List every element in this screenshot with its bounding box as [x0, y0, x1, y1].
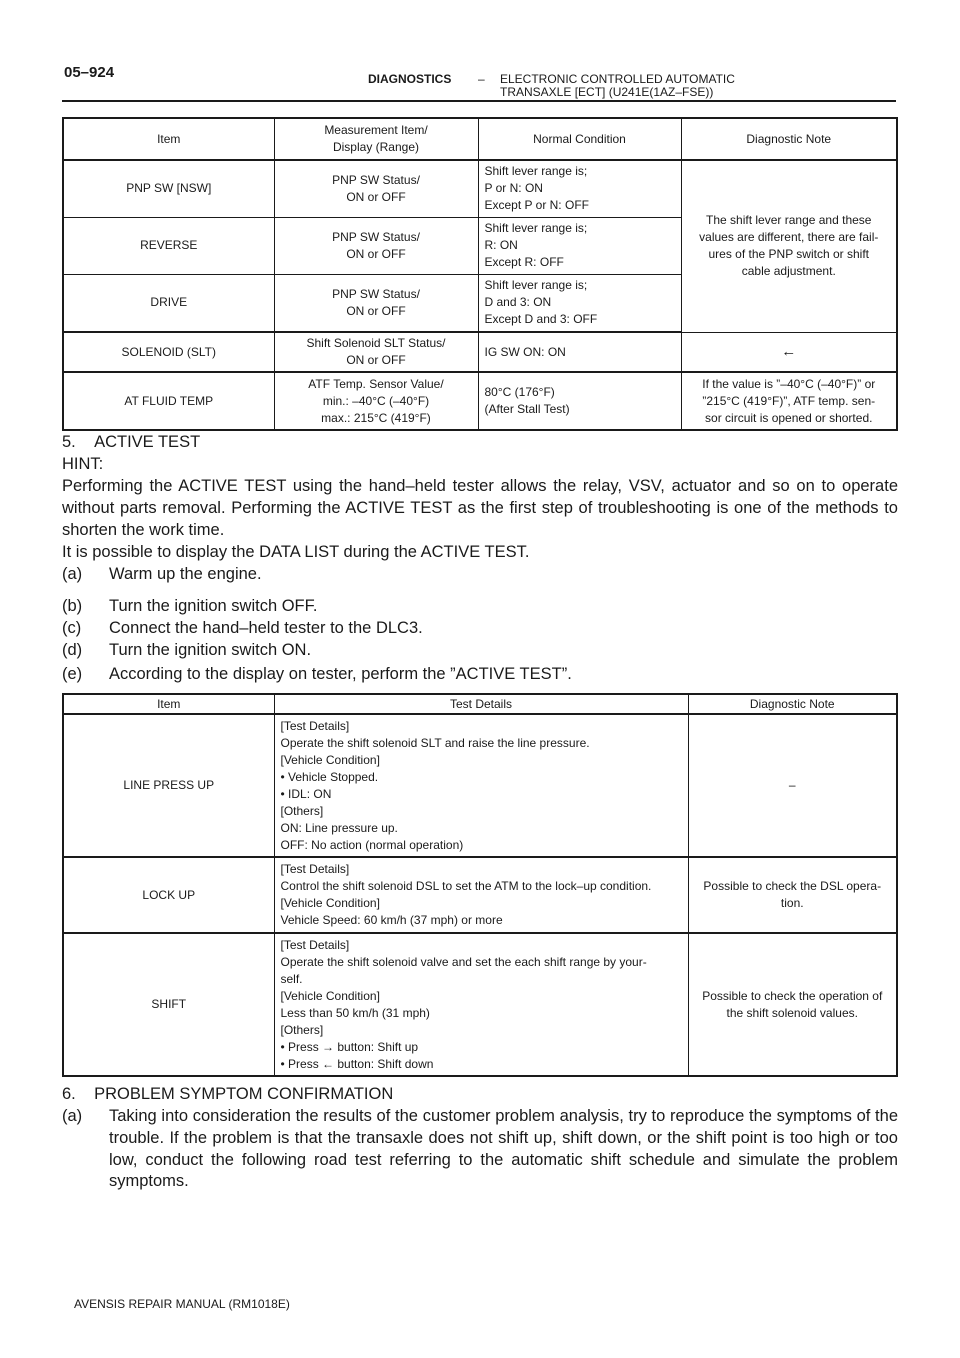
step-label: (e): [62, 665, 83, 683]
step-text: Turn the ignition switch OFF.: [109, 597, 318, 615]
cell-details: [Test Details] Control the shift solenoid DSL to set the ATM to the lock–up condition. [Vehicle Condition] Vehicle Speed: 60 km/h (37 mph) or more: [274, 857, 688, 933]
cell-item: LINE PRESS UP: [63, 714, 274, 857]
header-normal-condition: Normal Condition: [478, 118, 681, 160]
section5-hint: HINT:: [62, 455, 104, 473]
cell-pnp-note: The shift lever range and these values are different, there are fail- ures of the PNP switch or shift cable adjustment.: [681, 160, 897, 332]
cell-note: If the value is ”–40°C (–40°F)” or ”215°C (419°F)”, ATF temp. sen- sor circuit is opened or shorted.: [681, 372, 897, 430]
cell-item: SHIFT: [63, 933, 274, 1076]
cell-normal: Shift lever range is; R: ON Except R: OFF: [478, 217, 681, 274]
section5-title: 5. ACTIVE TEST: [62, 433, 201, 451]
step-d: [62, 640, 311, 662]
cell-note-arrow: ←: [681, 332, 897, 372]
section5-paragraph1: Performing the ACTIVE TEST using the hand–held tester allows the relay, VSV, actuator and so on to operate without parts removal. Performing the ACTIVE TEST as the first step of troubleshooting is one of the methods to shorten the work time.: [62, 477, 898, 539]
cell-measurement: PNP SW Status/ ON or OFF: [274, 274, 478, 332]
header-rule: [62, 100, 896, 102]
step-label: (b): [62, 597, 83, 615]
cell-item: LOCK UP: [63, 857, 274, 933]
header-diagnostic-note: Diagnostic Note: [681, 118, 897, 160]
table-row: [63, 372, 897, 430]
table-row: [63, 933, 897, 1076]
table-row: [63, 857, 897, 933]
page-number: 05–924: [64, 64, 115, 81]
cell-measurement: PNP SW Status/ ON or OFF: [274, 217, 478, 274]
cell-note: Possible to check the operation of the shift solenoid values.: [688, 933, 897, 1076]
table-row: [63, 160, 897, 217]
cell-measurement: ATF Temp. Sensor Value/ min.: –40°C (–40°F) max.: 215°C (419°F): [274, 372, 478, 430]
step-c: [62, 618, 423, 640]
cell-measurement: PNP SW Status/ ON or OFF: [274, 160, 478, 217]
step-label: (c): [62, 619, 82, 637]
step-text: Warm up the engine.: [109, 565, 262, 583]
header-dash: –: [478, 72, 485, 86]
step-text: Taking into consideration the results of the customer problem analysis, try to reproduce the symptoms of the trouble. If the problem is that the transaxle does not shift up, shift down, or the shift point is too high or too low, conduct the following road test referring to the automatic shift schedule and simulate the problem symptoms.: [109, 1107, 898, 1191]
step-label: (d): [62, 641, 83, 659]
step-b: [62, 596, 317, 618]
step-text: Turn the ignition switch ON.: [109, 641, 312, 659]
cell-item: SOLENOID (SLT): [63, 332, 274, 372]
table-header-row: [63, 694, 897, 714]
step-a: [62, 564, 262, 586]
header-measurement: Measurement Item/ Display (Range): [274, 118, 478, 160]
section6-title: 6. PROBLEM SYMPTOM CONFIRMATION: [62, 1085, 394, 1103]
header-item: Item: [63, 694, 274, 714]
cell-item: PNP SW [NSW]: [63, 160, 274, 217]
cell-normal: Shift lever range is; D and 3: ON Except D and 3: OFF: [478, 274, 681, 332]
cell-normal: IG SW ON: ON: [478, 332, 681, 372]
cell-note: Possible to check the DSL opera- tion.: [688, 857, 897, 933]
header-item: Item: [63, 118, 274, 160]
header-test-details: Test Details: [274, 694, 688, 714]
table-header-row: [63, 118, 897, 160]
cell-item: REVERSE: [63, 217, 274, 274]
cell-item: AT FLUID TEMP: [63, 372, 274, 430]
section5-paragraph2: It is possible to display the DATA LIST during the ACTIVE TEST.: [62, 543, 530, 561]
step-text: Connect the hand–held tester to the DLC3.: [109, 619, 423, 637]
step-text: According to the display on tester, perform the ”ACTIVE TEST”.: [109, 665, 572, 683]
header-title-line2: TRANSAXLE [ECT] (U241E(1AZ–FSE)): [500, 85, 714, 99]
table-row: [63, 714, 897, 857]
cell-details: [Test Details] Operate the shift solenoid valve and set the each shift range by your- self. [Vehicle Condition] Less than 50 km/h (31 mph) [Others] • Press → button: Shift up • Press ← button: Shift down: [274, 933, 688, 1076]
cell-measurement: Shift Solenoid SLT Status/ ON or OFF: [274, 332, 478, 372]
step-e: [62, 664, 572, 686]
cell-note: –: [688, 714, 897, 857]
footer: AVENSIS REPAIR MANUAL (RM1018E): [74, 1297, 290, 1311]
header-diagnostic-note: Diagnostic Note: [688, 694, 897, 714]
cell-details: [Test Details] Operate the shift solenoid SLT and raise the line pressure. [Vehicle Condition] • Vehicle Stopped. • IDL: ON [Others] ON: Line pressure up. OFF: No action (normal operation): [274, 714, 688, 857]
cell-normal: 80°C (176°F) (After Stall Test): [478, 372, 681, 430]
step-label: (a): [62, 565, 83, 583]
cell-item: DRIVE: [63, 274, 274, 332]
table-row: [63, 332, 897, 372]
header-section: DIAGNOSTICS: [368, 72, 452, 86]
step-label: (a): [62, 1107, 83, 1125]
active-test-table: [62, 693, 898, 1077]
header-title-line1: ELECTRONIC CONTROLLED AUTOMATIC: [500, 72, 735, 86]
data-list-table: [62, 117, 898, 431]
cell-normal: Shift lever range is; P or N: ON Except P or N: OFF: [478, 160, 681, 217]
